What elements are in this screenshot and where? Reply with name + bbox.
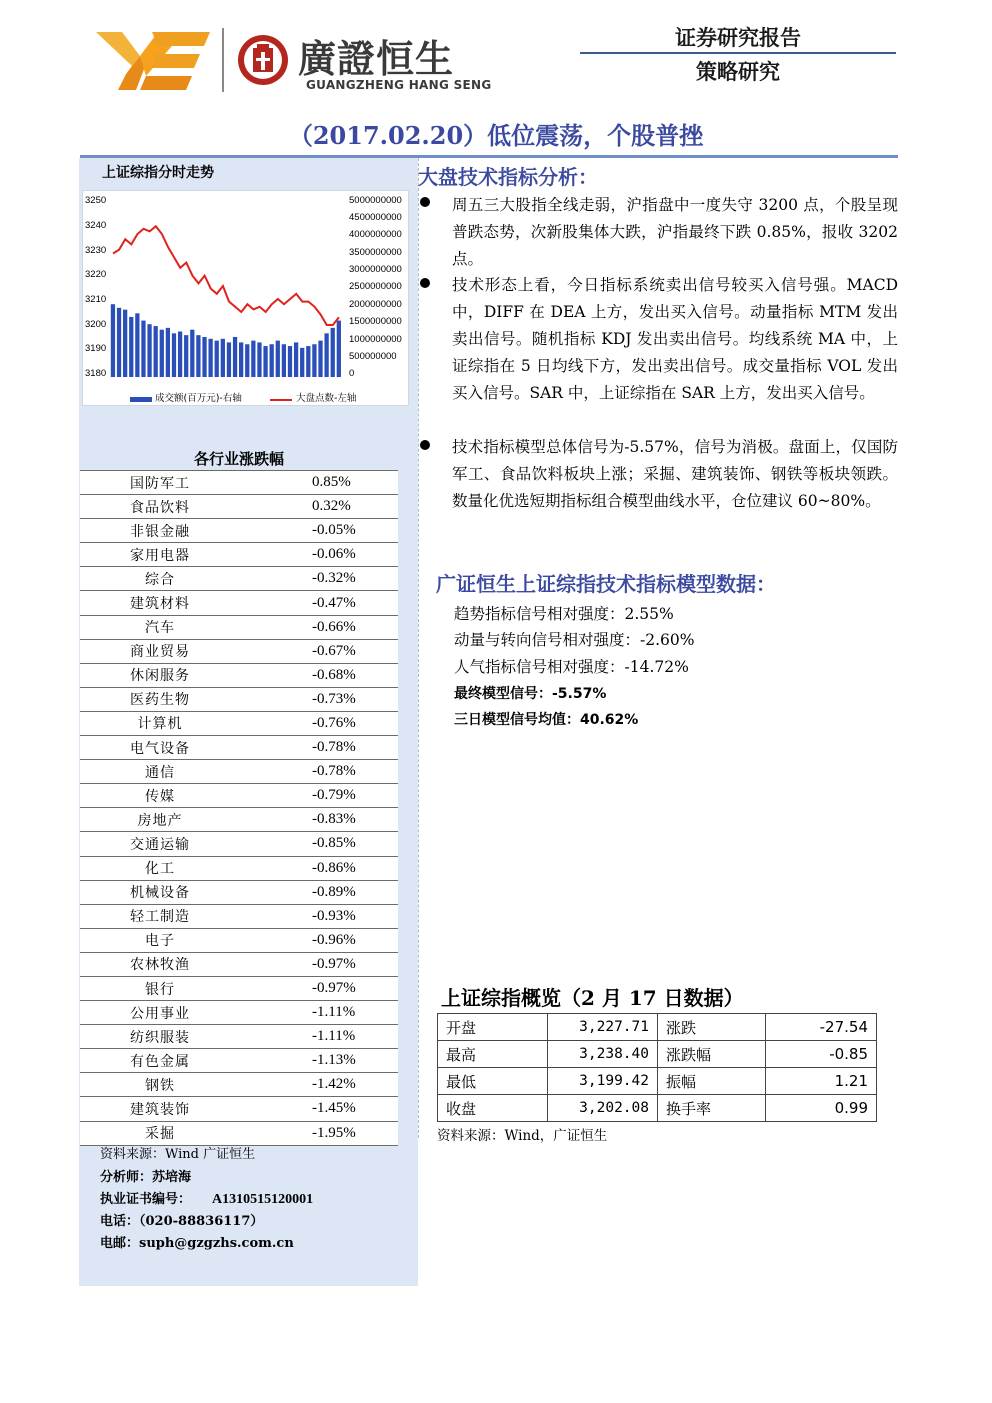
overview-key: 收盘 [438,1095,548,1122]
model-sentiment: 人气指标信号相对强度：-14.72% [454,658,689,676]
table-row [80,1049,398,1073]
volume-bar [184,335,188,377]
model-final-signal: 最终模型信号：-5.57% [454,686,607,702]
industry-name: 钢铁 [80,1073,240,1097]
left-tick-label: 3210 [85,294,107,305]
industry-name: 家用电器 [80,543,240,567]
left-tick-label: 3250 [85,195,107,206]
legend-label-index: 大盘点数-左轴 [296,393,357,404]
table-row [80,784,398,808]
analysis-paragraph-3: 技术指标模型总体信号为-5.57%，信号为消极。盘面上，仅国防军工、食品饮料板块上涨；采掘、建筑装饰、钢铁等板块领跌。数量化优选短期指标组合模型曲线水平，仓位建议 60~80%。 [452,438,898,510]
industry-change: -0.97% [240,952,398,976]
industry-table [80,470,398,1146]
bullet-icon [420,440,430,450]
table-row [80,808,398,832]
right-tick-label: 3500000000 [349,247,402,258]
brand-name-en: GUANGZHENG HANG SENG [306,78,492,92]
industry-change: -0.89% [240,880,398,904]
model-trend: 趋势指标信号相对强度：2.55% [454,605,674,623]
report-divider [580,52,896,54]
table-row [80,1025,398,1049]
table-row [80,1121,398,1145]
table-row [80,832,398,856]
industry-change: -0.73% [240,687,398,711]
overview-value: -0.85 [766,1041,877,1068]
industry-change: -0.66% [240,615,398,639]
volume-bar [233,337,237,377]
industry-change: -0.67% [240,639,398,663]
left-tick-label: 3240 [85,220,107,231]
volume-bar [312,344,316,377]
volume-bar [111,304,115,377]
table-row [80,880,398,904]
industry-change: -1.11% [240,1001,398,1025]
right-tick-label: 4500000000 [349,212,402,223]
industry-change: -1.95% [240,1121,398,1145]
report-type: 证券研究报告 [675,26,801,50]
volume-bar [318,341,322,377]
volume-bar [245,344,249,377]
table-row [438,1014,877,1041]
legend-swatch-volume [130,397,152,402]
industry-name: 银行 [80,976,240,1000]
analyst-email: 电邮：suph@gzgzhs.com.cn [100,1236,294,1251]
industry-name: 交通运输 [80,832,240,856]
industry-name: 建筑材料 [80,591,240,615]
bullet-icon [420,278,430,288]
volume-bar [178,332,182,378]
industry-name: 公用事业 [80,1001,240,1025]
table-row [80,760,398,784]
industry-name: 有色金属 [80,1049,240,1073]
industry-change: -0.68% [240,663,398,687]
industry-name: 国防军工 [80,471,240,495]
table-row [80,976,398,1000]
chart-label: 上证综指分时走势 [102,165,214,181]
overview-value: 3,202.08 [548,1095,658,1122]
right-tick-label: 2500000000 [349,281,402,292]
industry-name: 机械设备 [80,880,240,904]
industry-change: -0.78% [240,736,398,760]
industry-name: 农林牧渔 [80,952,240,976]
volume-bar [251,341,255,377]
table-row [80,1073,398,1097]
industry-name: 计算机 [80,711,240,735]
volume-bar [123,310,127,377]
industry-name: 采掘 [80,1121,240,1145]
table-row [80,928,398,952]
overview-key: 最低 [438,1068,548,1095]
industry-name: 建筑装饰 [80,1097,240,1121]
industry-change: 0.85% [240,471,398,495]
legend-label-volume: 成交额(百万元)-右轴 [155,393,242,404]
table-row [80,639,398,663]
volume-bar [300,348,304,377]
analyst-phone: 电话：（020-88836117） [100,1214,264,1229]
table-row [80,711,398,735]
intraday-chart [110,195,342,377]
volume-bar [166,328,170,377]
analyst-name: 分析师：苏培海 [100,1170,192,1185]
table-row [80,904,398,928]
analysis-paragraph-2: 技术形态上看，今日指标系统卖出信号较买入信号强。MACD 中，DIFF 在 DEA 上方，发出买入信号。动量指标 MTM 发出卖出信号。随机指标 KDJ 发出卖出信号。均线系统 MA 中，上证综指在 5 日均线下方，发出卖出信号。成交量指标 VOL 发出买入信号。SAR 中，上证综指在 SAR 上方，发出买入信号。 [452,276,898,402]
license-number: A1310515120001 [212,1192,314,1207]
volume-bar [239,342,243,377]
industry-name: 传媒 [80,784,240,808]
industry-change: -0.93% [240,904,398,928]
right-tick-label: 500000000 [349,351,397,362]
model-heading: 广证恒生上证综指技术指标模型数据： [436,572,776,596]
industry-change: -0.47% [240,591,398,615]
industry-name: 化工 [80,856,240,880]
volume-bar [129,317,133,377]
table-row [80,952,398,976]
industry-change: -0.76% [240,711,398,735]
volume-bar [324,333,328,377]
table-row [80,663,398,687]
analysis-paragraph-1: 周五三大股指全线走弱，沪指盘中一度失守 3200 点，个股呈现普跌态势，次新股集体大跌，沪指最终下跌 0.85%，报收 3202 点。 [452,196,898,268]
volume-bar [202,337,206,377]
volume-bar [215,341,219,377]
left-tick-label: 3200 [85,319,107,330]
table-row [80,687,398,711]
volume-bar [221,339,225,377]
logo-separator [222,28,224,92]
table-row [80,1001,398,1025]
industry-change: -0.78% [240,760,398,784]
overview-value: 3,227.71 [548,1014,658,1041]
industry-change: -0.86% [240,856,398,880]
volume-bar [172,333,176,377]
bullet-icon [420,197,430,207]
overview-value: -27.54 [766,1014,877,1041]
license-label: 执业证书编号： [100,1192,192,1207]
overview-table [437,1013,877,1122]
column-divider [418,158,419,1138]
volume-bar [147,324,151,377]
industry-change: -0.97% [240,976,398,1000]
table-row [80,736,398,760]
industry-name: 房地产 [80,808,240,832]
industry-change: -0.85% [240,832,398,856]
analysis-heading: 大盘技术指标分析： [418,165,598,189]
overview-key: 涨跌 [658,1014,766,1041]
volume-bar [282,344,286,377]
volume-bar [141,321,145,377]
index-line [113,226,339,325]
overview-heading: 上证综指概览（2 月 17 日数据） [441,986,744,1010]
overview-source: 资料来源：Wind，广证恒生 [437,1128,608,1144]
industry-change: 0.32% [240,495,398,519]
right-tick-label: 0 [349,368,355,379]
left-tick-label: 3220 [85,269,107,280]
industry-name: 医药生物 [80,687,240,711]
legend-swatch-index [270,399,292,401]
industry-name: 电气设备 [80,736,240,760]
table-row [438,1068,877,1095]
industry-source: 资料来源：Wind 广证恒生 [100,1147,256,1162]
ye-logo-icon [96,26,212,96]
volume-bar [294,342,298,377]
right-tick-label: 4000000000 [349,229,402,240]
volume-bar [257,342,261,377]
volume-bar [190,330,194,377]
volume-bar [196,335,200,377]
right-tick-label: 1500000000 [349,316,402,327]
overview-value: 1.21 [766,1068,877,1095]
volume-bar [337,321,341,377]
industry-change: -0.05% [240,519,398,543]
industry-name: 非银金融 [80,519,240,543]
volume-bar [331,328,335,377]
volume-bar [117,308,121,377]
industry-change: -0.79% [240,784,398,808]
industry-change: -0.96% [240,928,398,952]
volume-bar [160,330,164,377]
table-row [438,1041,877,1068]
table-row [80,615,398,639]
industry-name: 综合 [80,567,240,591]
volume-bar [288,346,292,377]
volume-bar [227,342,231,377]
volume-bar [263,346,267,377]
overview-key: 振幅 [658,1068,766,1095]
model-momentum: 动量与转向信号相对强度：-2.60% [454,631,695,649]
overview-key: 开盘 [438,1014,548,1041]
volume-bar [154,326,158,377]
table-row [80,591,398,615]
industry-change: -1.13% [240,1049,398,1073]
industry-name: 纺织服装 [80,1025,240,1049]
model-three-day-avg: 三日模型信号均值：40.62% [454,712,639,728]
industry-change: -0.06% [240,543,398,567]
industry-change: -0.32% [240,567,398,591]
industry-name: 休闲服务 [80,663,240,687]
table-row [80,495,398,519]
industry-name: 商业贸易 [80,639,240,663]
right-tick-label: 3000000000 [349,264,402,275]
seal-logo-icon [236,30,290,90]
volume-bar [208,339,212,377]
report-category: 策略研究 [696,60,780,84]
page-title: （2017.02.20）低位震荡，个股普挫 [288,121,704,150]
volume-bar [276,341,280,377]
industry-name: 电子 [80,928,240,952]
industry-change: -1.42% [240,1073,398,1097]
right-tick-label: 1000000000 [349,334,402,345]
overview-value: 3,199.42 [548,1068,658,1095]
left-tick-label: 3180 [85,368,107,379]
industry-name: 轻工制造 [80,904,240,928]
industry-name: 通信 [80,760,240,784]
overview-value: 0.99 [766,1095,877,1122]
industry-change: -0.83% [240,808,398,832]
overview-key: 涨跌幅 [658,1041,766,1068]
volume-bar [306,346,310,377]
left-tick-label: 3190 [85,343,107,354]
industry-change: -1.45% [240,1097,398,1121]
table-row [80,856,398,880]
overview-key: 最高 [438,1041,548,1068]
industry-table-title: 各行业涨跌幅 [193,450,284,468]
industry-change: -1.11% [240,1025,398,1049]
volume-bar [270,344,274,377]
table-row [438,1095,877,1122]
right-tick-label: 5000000000 [349,195,402,206]
overview-value: 3,238.40 [548,1041,658,1068]
table-row [80,543,398,567]
industry-name: 食品饮料 [80,495,240,519]
overview-key: 换手率 [658,1095,766,1122]
table-row [80,471,398,495]
table-row [80,567,398,591]
table-row [80,1097,398,1121]
volume-bar [135,313,139,377]
brand-name-cn: 廣證恒生 [298,37,455,81]
right-tick-label: 2000000000 [349,299,402,310]
industry-name: 汽车 [80,615,240,639]
table-row [80,519,398,543]
left-tick-label: 3230 [85,245,107,256]
